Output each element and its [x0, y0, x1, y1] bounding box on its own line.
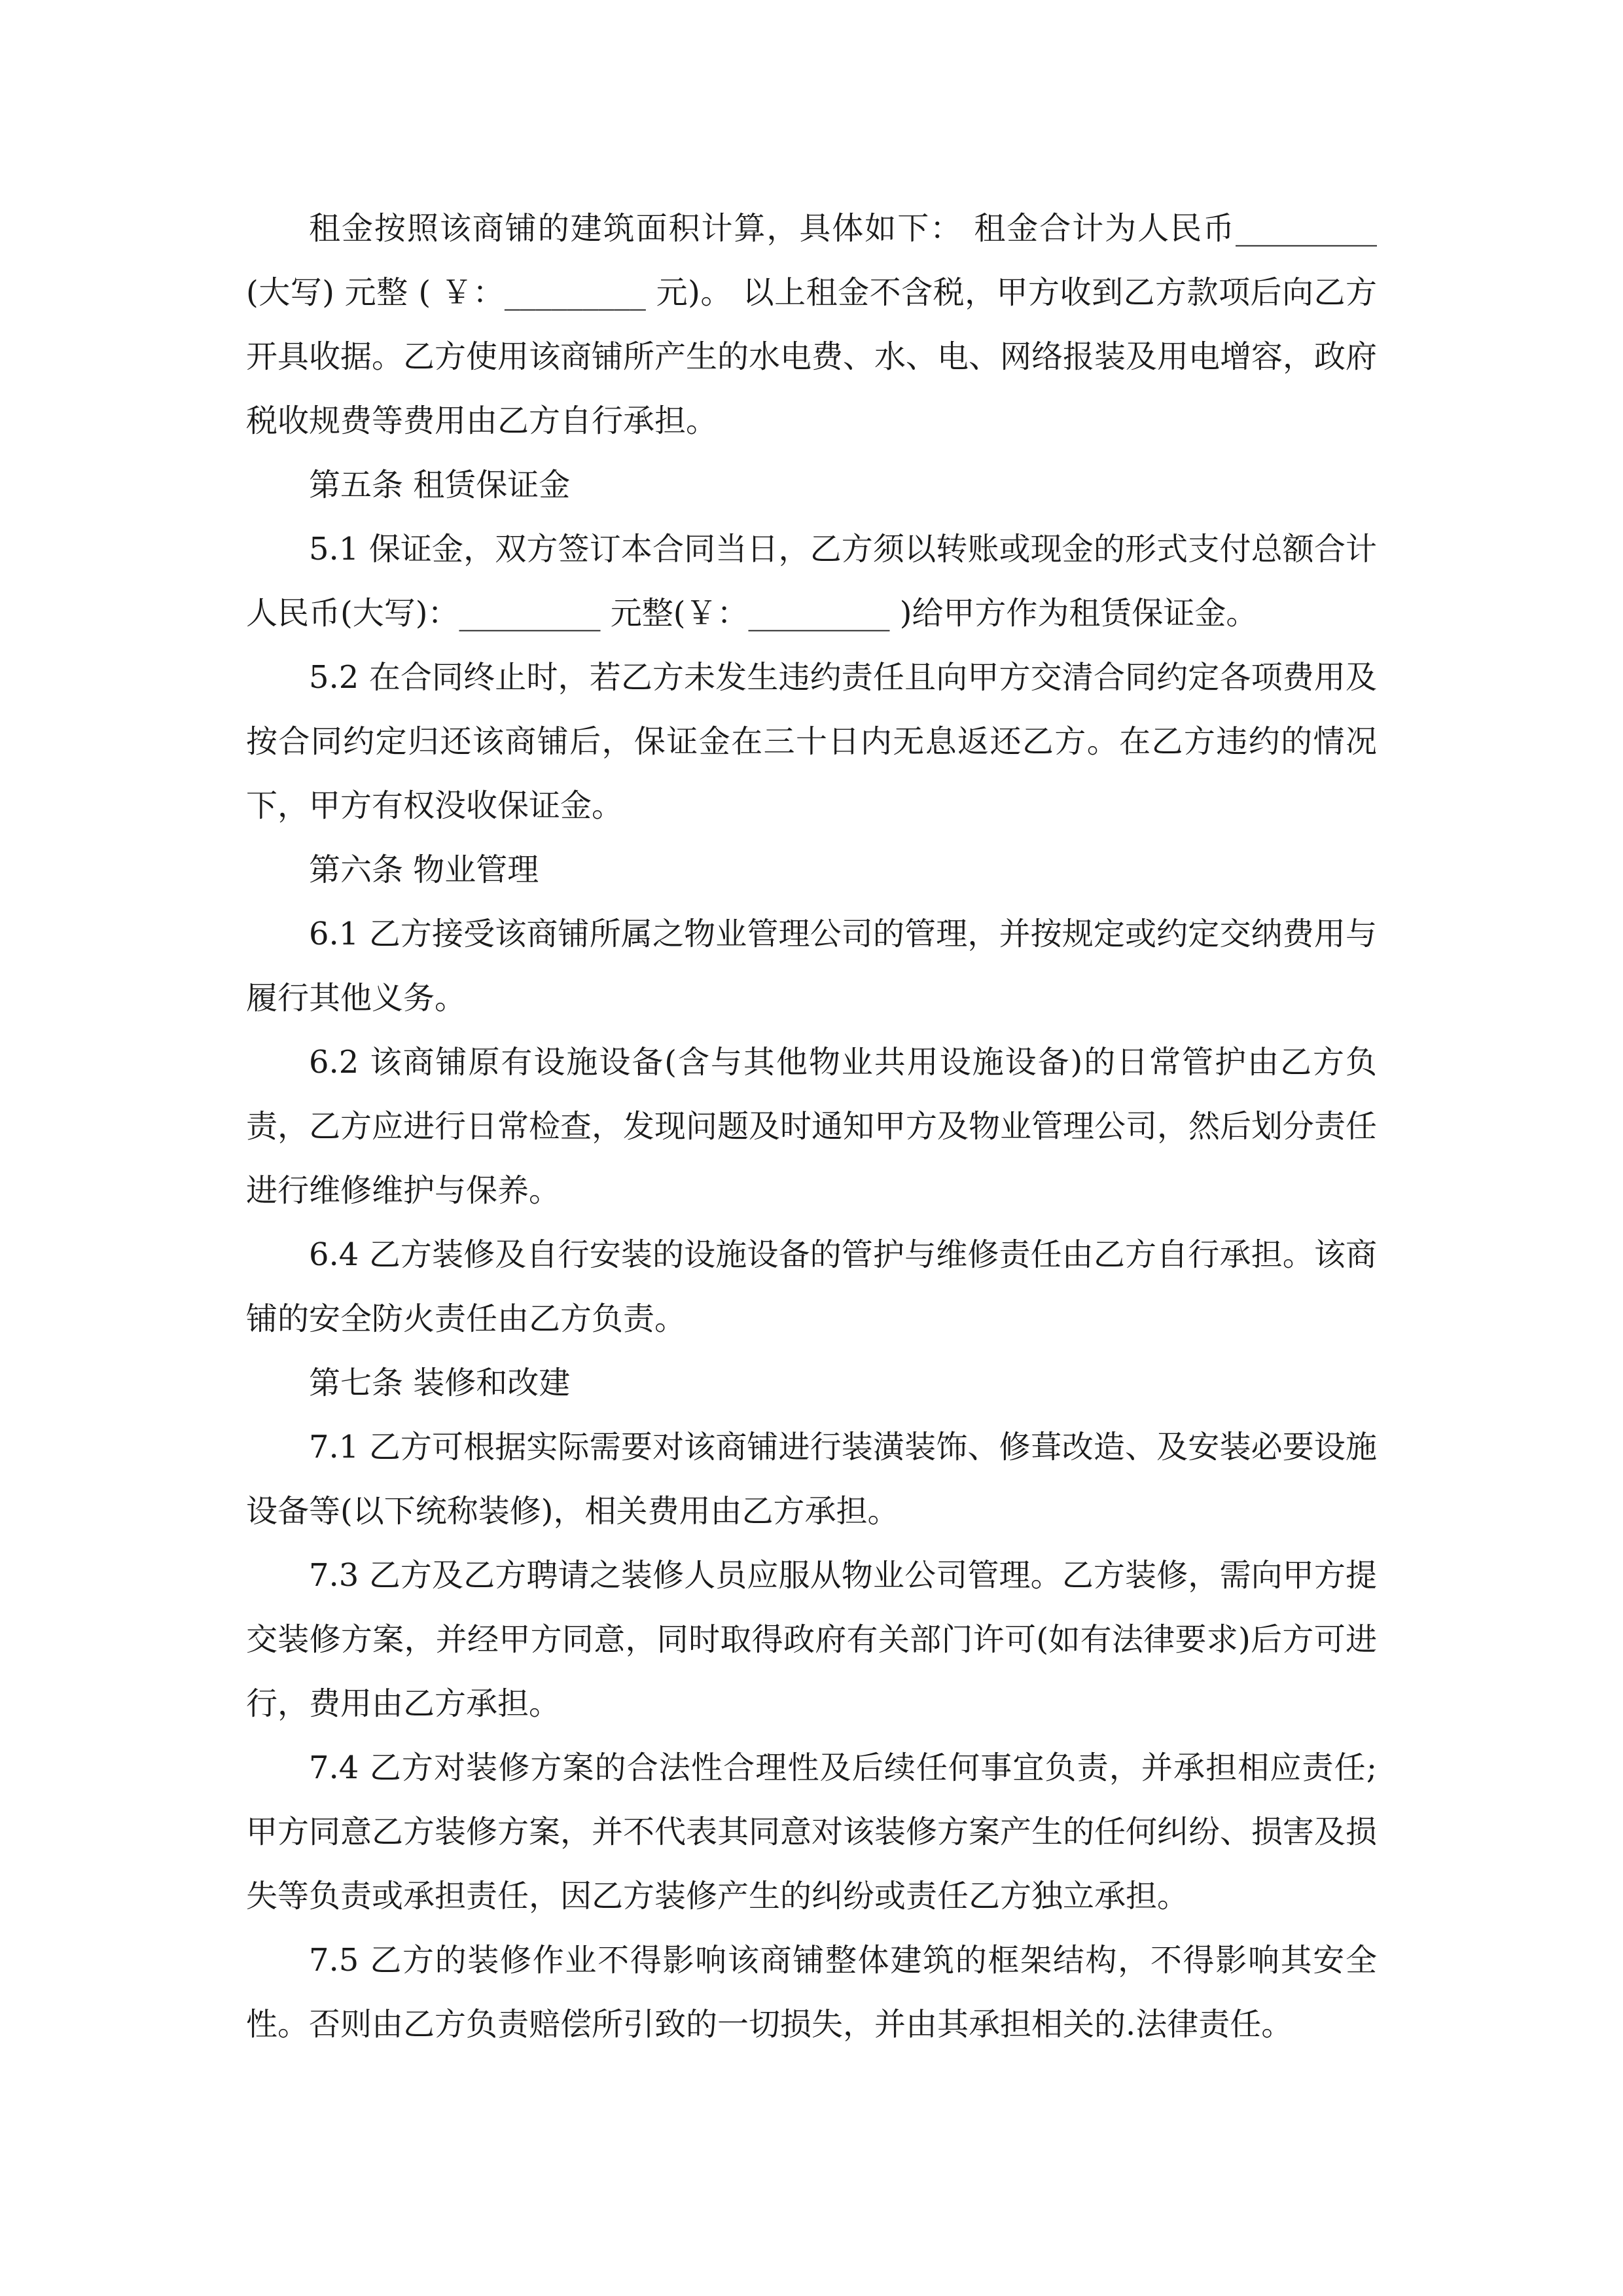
paragraph-rent-calculation: 租金按照该商铺的建筑面积计算，具体如下： 租金合计为人民币_________(大写) 元整 ( ￥：_________ 元)。 以上租金不含税，甲方收到乙方款项后向乙方开具收据。乙方使用该商铺所产生的水电费、水、电、网络报装及用电增容，政府税收规费等费用由乙方自行承担。 — [246, 210, 1378, 439]
clause-6-1: 6.1 乙方接受该商铺所属之物业管理公司的管理，并按规定或约定交纳费用与履行其他义务。 — [246, 916, 1377, 1016]
clause-7-1: 7.1 乙方可根据实际需要对该商铺进行装潢装饰、修葺改造、及安装必要设施设备等(以下统称装修)，相关费用由乙方承担。 — [246, 1429, 1377, 1530]
article-6-heading: 第六条 物业管理 — [309, 852, 539, 888]
clause-6-2: 6.2 该商铺原有设施设备(含与其他物业共用设施设备)的日常管护由乙方负责，乙方应进行日常检查，发现问题及时通知甲方及物业管理公司，然后划分责任进行维修维护与保养。 — [246, 1044, 1378, 1209]
clause-7-3: 7.3 乙方及乙方聘请之装修人员应服从物业公司管理。乙方装修，需向甲方提交装修方案，并经甲方同意，同时取得政府有关部门许可(如有法律要求)后方可进行，费用由乙方承担。 — [246, 1557, 1377, 1722]
clause-7-5: 7.5 乙方的装修作业不得影响该商铺整体建筑的框架结构，不得影响其安全性。否则由乙方负责赔偿所引致的一切损失，并由其承担相关的.法律责任。 — [246, 1942, 1377, 2043]
article-5-heading: 第五条 租赁保证金 — [309, 467, 571, 503]
clause-7-4: 7.4 乙方对装修方案的合法性合理性及后续任何事宜负责，并承担相应责任;甲方同意乙方装修方案，并不代表其同意对该装修方案产生的任何纠纷、损害及损失等负责或承担责任，因乙方装修产生的纠纷或责任乙方独立承担。 — [246, 1749, 1378, 1914]
article-7-heading: 第七条 装修和改建 — [309, 1365, 571, 1401]
clause-5-1: 5.1 保证金，双方签订本合同当日，乙方须以转账或现金的形式支付总额合计人民币(大写)：_________ 元整(￥：_________ )给甲方作为租赁保证金。 — [246, 531, 1377, 632]
clause-5-2: 5.2 在合同终止时，若乙方未发生违约责任且向甲方交清合同约定各项费用及按合同约定归还该商铺后，保证金在三十日内无息返还乙方。在乙方违约的情况下，甲方有权没收保证金。 — [246, 659, 1377, 824]
clause-6-4: 6.4 乙方装修及自行安装的设施设备的管护与维修责任由乙方自行承担。该商铺的安全防火责任由乙方负责。 — [246, 1236, 1377, 1337]
document-body — [246, 196, 1377, 2056]
